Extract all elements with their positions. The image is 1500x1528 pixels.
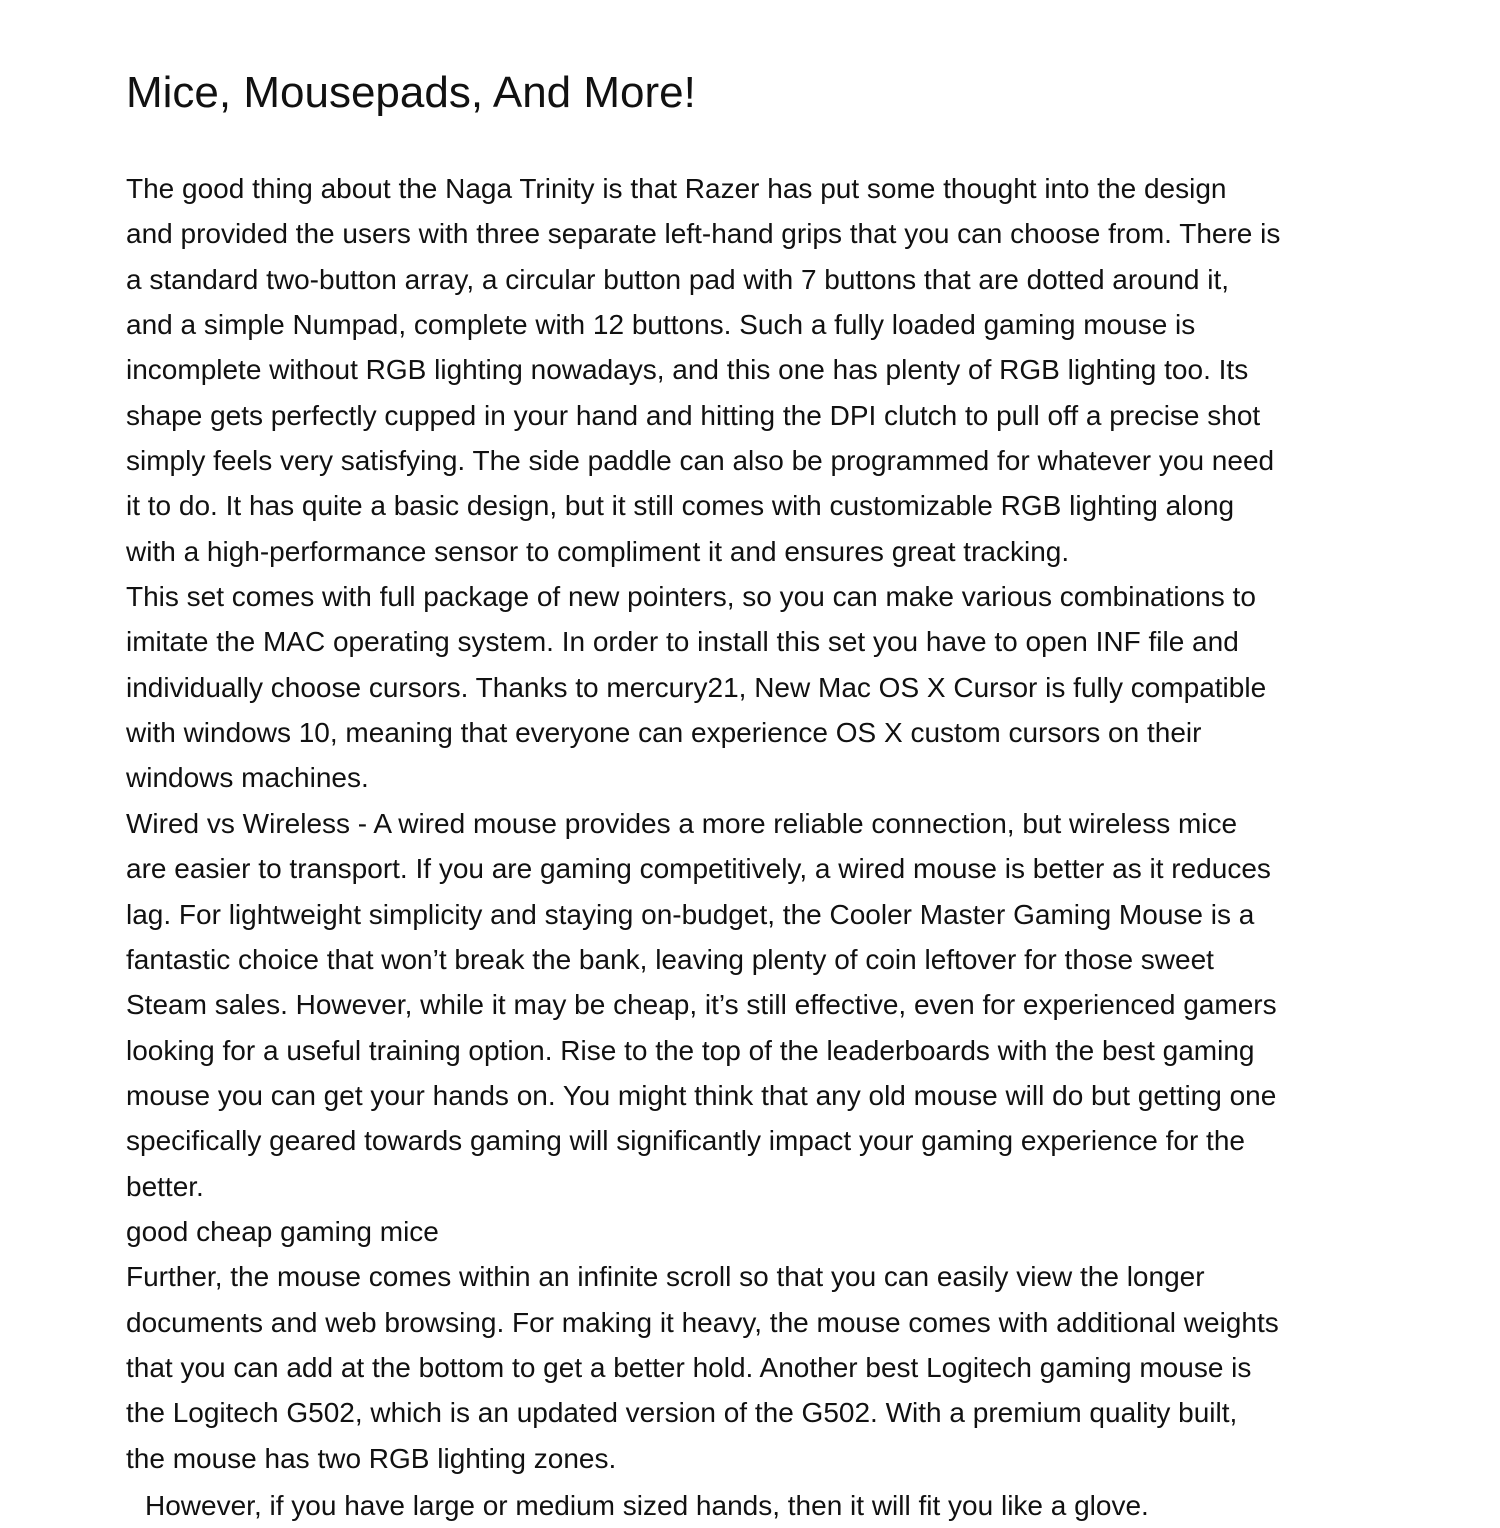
paragraph <box>126 1254 1280 1481</box>
paragraph <box>126 801 1280 1209</box>
text-line: This set comes with full package of new pointers, so you can make various combinations to <box>126 581 1256 613</box>
text-line: Steam sales. However, while it may be cheap, it’s still effective, even for experienced gamers <box>126 989 1277 1021</box>
partial-text-line: However, if you have large or medium sized hands, then it will fit you like a glove. <box>145 1489 1149 1521</box>
text-line: looking for a useful training option. Rise to the top of the leaderboards with the best gaming <box>126 1034 1255 1066</box>
text-line: incomplete without RGB lighting nowadays, and this one has plenty of RGB lighting too. Its <box>126 354 1249 386</box>
paragraph <box>126 166 1280 574</box>
paragraph <box>126 1209 1280 1254</box>
text-line: documents and web browsing. For making it heavy, the mouse comes with additional weights <box>126 1306 1279 1338</box>
text-line: mouse you can get your hands on. You might think that any old mouse will do but getting one <box>126 1079 1277 1111</box>
page-title: Mice, Mousepads, And More! <box>126 68 696 117</box>
text-line: Wired vs Wireless - A wired mouse provides a more reliable connection, but wireless mice <box>126 807 1238 839</box>
text-line: and provided the users with three separate left-hand grips that you can choose from. There is <box>126 218 1281 250</box>
text-line: windows machines. <box>126 762 369 794</box>
text-line: shape gets perfectly cupped in your hand and hitting the DPI clutch to pull off a precise shot <box>126 399 1261 431</box>
text-line: the mouse has two RGB lighting zones. <box>126 1442 617 1474</box>
text-line: better. <box>126 1170 204 1202</box>
text-line: The good thing about the Naga Trinity is that Razer has put some thought into the design <box>126 173 1227 204</box>
text-line: that you can add at the bottom to get a better hold. Another best Logitech gaming mouse is <box>126 1351 1252 1383</box>
text-line: Further, the mouse comes within an infinite scroll so that you can easily view the longer <box>126 1261 1205 1293</box>
text-line: simply feels very satisfying. The side paddle can also be programmed for whatever you need <box>126 445 1275 477</box>
text-line: fantastic choice that won’t break the bank, leaving plenty of coin leftover for those sweet <box>126 943 1214 975</box>
text-line: lag. For lightweight simplicity and staying on-budget, the Cooler Master Gaming Mouse is a <box>126 898 1255 930</box>
text-line: individually choose cursors. Thanks to mercury21, New Mac OS X Cursor is fully compatible <box>126 671 1267 703</box>
text-line: it to do. It has quite a basic design, but it still comes with customizable RGB lighting along <box>126 490 1235 522</box>
text-line: and a simple Numpad, complete with 12 buttons. Such a fully loaded gaming mouse is <box>126 309 1196 341</box>
text-line: specifically geared towards gaming will significantly impact your gaming experience for the <box>126 1125 1245 1157</box>
text-line: with windows 10, meaning that everyone can experience OS X custom cursors on their <box>126 717 1202 749</box>
text-line: are easier to transport. If you are gaming competitively, a wired mouse is better as it reduces <box>126 853 1271 885</box>
text-line: imitate the MAC operating system. In order to install this set you have to open INF file and <box>126 626 1239 658</box>
document-body <box>126 166 1280 1528</box>
text-line: good cheap gaming mice <box>126 1215 439 1247</box>
text-line: the Logitech G502, which is an updated version of the G502. With a premium quality built, <box>126 1397 1238 1429</box>
text-line: a standard two-button array, a circular button pad with 7 buttons that are dotted around it, <box>126 263 1230 295</box>
text-line: with a high-performance sensor to compliment it and ensures great tracking. <box>126 535 1070 567</box>
paragraph <box>126 574 1280 801</box>
